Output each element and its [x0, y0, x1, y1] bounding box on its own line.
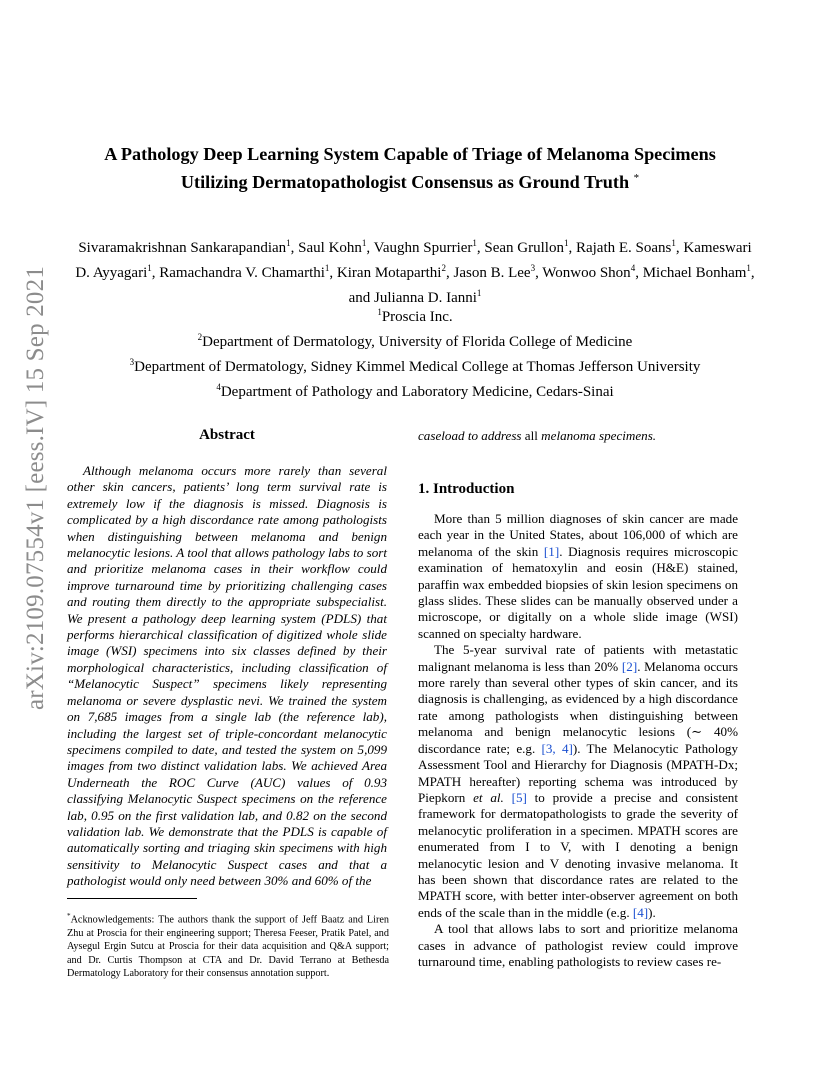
author-affiliation-mark: 1 — [286, 238, 291, 248]
author-affiliation-mark: 1 — [472, 238, 477, 248]
author — [78, 240, 290, 256]
author-name: Wonwoo Shon — [542, 265, 631, 281]
abstract-continued — [418, 428, 738, 444]
author — [298, 240, 366, 256]
author — [159, 265, 329, 281]
citation-link[interactable]: [4] — [632, 904, 649, 920]
author-name: Ramachandra V. Chamarthi — [159, 265, 325, 281]
author-affiliation-mark: 4 — [630, 263, 636, 273]
intro-p2-space — [504, 790, 512, 805]
citation-link[interactable]: [5] — [511, 789, 527, 805]
paper-title — [60, 142, 760, 194]
intro-p2-text-f: ). — [648, 904, 656, 920]
title-line-2: Utilizing Dermatopathologist Consensus as Ground Truth — [180, 172, 630, 193]
author-name: Kameswari D. Ayyagari — [75, 240, 752, 281]
author — [374, 240, 477, 256]
citation-link[interactable]: [3, 4] — [541, 740, 573, 756]
intro-p1-text-a: More than 5 million diagnoses of skin cancer are made each year in the United States, about 106,000 of which are melanoma of the skin — [418, 511, 738, 559]
author-separator: , and — [348, 265, 755, 306]
author-name: Rajath E. Soans — [575, 240, 672, 256]
citation-link[interactable]: [2] — [621, 658, 638, 674]
intro-paragraph-1 — [418, 511, 738, 642]
author-affiliation-mark: 1 — [671, 238, 676, 248]
author — [453, 265, 535, 281]
author — [643, 265, 751, 281]
affiliation-number: 1 — [377, 307, 382, 317]
intro-paragraph-3: A tool that allows labs to sort and prioritize melanoma cases in advance of pathologist review could improve turnaround time, enabling pathologists to review cases re- — [418, 921, 738, 969]
author-affiliation-mark: 1 — [324, 263, 330, 273]
author — [337, 265, 446, 281]
intro-p2-text-e: to provide a precise and consistent framework for dermatopathologists to grade the severity of melanocytic proliferation in a specimen. MPATH scores are enumerated from I to V, with I denoting a benign melanocytic lesion and V denoting invasive melanoma. It has been shown that discordance rates are related to the MPATH score, with better inter-observer agreement on both ends of the scale than in the middle (e.g. — [418, 789, 738, 920]
affiliation — [70, 327, 760, 352]
abstract-cont-2: all — [521, 428, 542, 443]
affiliation — [70, 302, 760, 327]
citation-link[interactable]: [1] — [543, 543, 560, 559]
affiliation-number: 2 — [197, 332, 203, 342]
arxiv-stamp-text: arXiv:2109.07554v1 [eess.IV] 15 Sep 2021 — [22, 265, 49, 710]
author-affiliation-mark: 3 — [530, 263, 536, 273]
author-name: Jason B. Lee — [453, 265, 531, 281]
affiliation-text: Department of Pathology and Laboratory Medicine, Cedars-Sinai — [220, 384, 614, 400]
author-name: Sivaramakrishnan Sankarapandian — [78, 240, 287, 256]
author-affiliation-mark: 1 — [147, 263, 152, 273]
author — [484, 240, 568, 256]
intro-p1-text-b: . Diagnosis requires microscopic examination of hematoxylin and eosin (H&E) stained, paraffin wax embedded biopsies of skin lesion specimens on glass slides. These slides can be manually observed under a microscope, or digitally on a whole slide image (WSI) scanned on specialty hardware. — [418, 543, 738, 641]
introduction-heading: 1. Introduction — [418, 481, 515, 497]
intro-p2-text-a: The 5-year survival rate of patients with metastatic malignant melanoma is less than 20% — [418, 642, 738, 674]
author-name: Sean Grullon — [484, 240, 564, 256]
author-name: Michael Bonham — [642, 265, 747, 281]
author-name: Saul Kohn — [298, 240, 362, 256]
author-affiliation-mark: 1 — [746, 263, 751, 273]
footnote-text: Acknowledgements: The authors thank the support of Jeff Baatz and Liren Zhu at Proscia for their engineering support; Theresa Feeser, Pratik Patel, and Aysegul Ergin Sutcu at Proscia for their data acquisition and Q&A support; and Dr. Curtis Thompson at CTA and Dr. David Terrano at Bethesda Dermatology Laboratory for their consensus annotation support. — [67, 914, 389, 980]
author-affiliation-mark: 1 — [361, 238, 367, 248]
abstract-heading: Abstract — [199, 427, 255, 443]
author-affiliation-mark: 1 — [563, 238, 569, 248]
footnote — [67, 910, 389, 980]
author-name: Vaughn Spurrier — [373, 240, 473, 256]
footnote-mark: * — [67, 912, 71, 920]
abstract-body: Although melanoma occurs more rarely than several other skin cancers, patients’ long term survival rate is extremely low if the diagnosis is missed. Diagnosis is complicated by a high discordance rate among pathologists when distinguishing between melanoma and benign melanocytic lesions. A tool that allows pathology labs to sort and prioritize melanoma cases in their workflow could improve turnaround time by prioritizing challenging cases and routing them directly to the appropriate subspecialist. We present a pathology deep learning system (PDLS) that performs hierarchical classification of digitized whole slide image (WSI) specimens into six classes defined by their morphological characteristics, including classification of “Melanocytic Suspect” specimens likely representing melanoma or severe dysplastic nevi. We trained the system on 7,685 images from a single lab (the reference lab), including the largest set of triple-concordant melanocytic specimens compiled to date, and tested the system on 5,099 images from two distinct validation labs. We achieved Area Underneath the ROC Curve (AUC) values of 0.93 classifying Melanocytic Suspect specimens on the reference lab, 0.95 on the first validation lab, and 0.82 on the second validation lab. We demonstrate that the PDLS is capable of automatically sorting and triaging skin specimens with high sensitivity to Melanocytic Suspect cases and that a pathologist would only need between 30% and 60% of the — [67, 463, 387, 889]
author-affiliation-mark: 2 — [441, 263, 446, 273]
author-affiliation-mark: 1 — [476, 288, 482, 298]
author-name: Kiran Motaparthi — [336, 265, 442, 281]
introduction-body — [418, 511, 738, 970]
title-line-1: A Pathology Deep Learning System Capable of Triage of Melanoma Specimens — [104, 144, 716, 164]
title-footnote-mark: * — [633, 172, 640, 184]
abstract-cont-1: caseload to address — [418, 428, 522, 443]
affiliation-number: 4 — [216, 382, 221, 392]
affiliation-text: Department of Dermatology, Sidney Kimmel Medical College at Thomas Jefferson University — [134, 359, 701, 375]
author-list: Sivaramakrishnan Sankarapandian$^1$, Saul Kohn$^1$, Vaughn Spurrier$^1$, Sean Grullon$^1$, Rajath E. Soans$^1$, Kameswari D. Ayyagari$^1$, Ramachandra V. Chamarthi$^1$, Kiran Motaparthi$^2$, Jason B. Lee$^3$, Wonwoo Shon$^4$, Michael Bonham$^1$, and Julianna D. Ianni$^1$ — [75, 238, 755, 306]
affiliation — [70, 377, 760, 402]
intro-paragraph-2 — [418, 642, 738, 921]
author-name: Julianna D. Ianni — [374, 290, 477, 306]
affiliation-list — [70, 302, 760, 402]
intro-p2-text-b: . Melanoma occurs more rarely than several other types of skin cancer, and its diagnosis is challenging, as evidenced by a high discordance rate among pathologists when distinguishing between melanoma and benign melanocytic lesions (∼ 40% discordance rate; e.g. — [418, 658, 738, 756]
intro-p2-etal: et al. — [473, 789, 504, 805]
author — [576, 240, 676, 256]
affiliation-text: Proscia Inc. — [381, 309, 453, 325]
affiliation-text: Department of Dermatology, University of Florida College of Medicine — [202, 334, 633, 350]
affiliation — [70, 352, 760, 377]
author — [542, 265, 635, 281]
intro-p2-text-c: ). The Melanocytic Pathology Assessment Tool and Hierarchy for Diagnosis (MPATH-Dx; MPATH hereafter) reporting schema was introduced by Piepkorn — [418, 740, 738, 805]
affiliation-number: 3 — [129, 357, 135, 367]
arxiv-stamp — [12, 265, 60, 710]
footnote-rule — [67, 898, 197, 899]
abstract-cont-3: melanoma specimens. — [541, 428, 657, 443]
